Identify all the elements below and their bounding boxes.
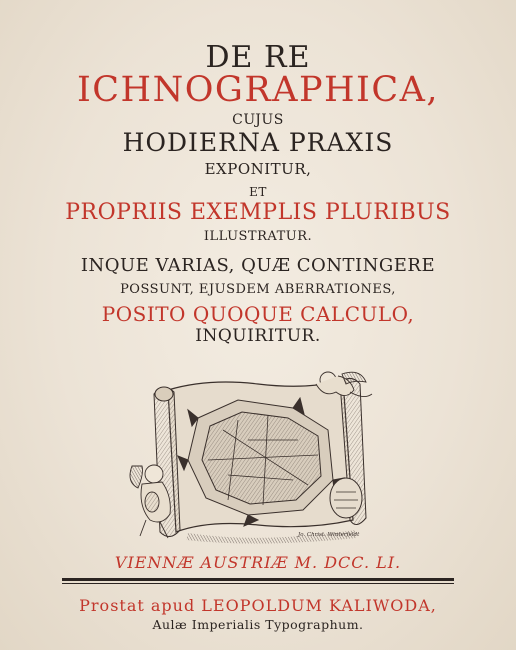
title-line-illustratur: ILLUSTRATUR. [203, 229, 313, 244]
title-line-ichnographica: ICHNOGRAPHICA, [76, 70, 440, 110]
title-line-possunt: POSSUNT, EJUSDEM ABERRATIONES, [120, 282, 396, 297]
title-line-inque-varias: INQUE VARIAS, QUÆ CONTINGERE [80, 255, 436, 276]
title-line-de-re: DE RE [205, 40, 311, 75]
title-line-propriis-exemplis: PROPRIIS EXEMPLIS PLURIBUS [65, 200, 451, 225]
double-rule-top [62, 578, 454, 581]
map-scroll-with-cherubs-engraving-icon [128, 370, 388, 545]
imprint-place-date: VIENNÆ AUSTRIÆ M. DCC. LI. [114, 553, 402, 572]
title-line-posito-quoque: POSITO QUOQUE CALCULO, [101, 302, 415, 326]
publisher-line: Prostat apud LEOPOLDUM KALIWODA, [79, 596, 437, 615]
double-rule-bottom [62, 583, 454, 584]
title-line-exponitur: EXPONITUR, [204, 160, 312, 178]
engraver-signature: Jo. Christ. Winterfeldt [298, 532, 360, 538]
title-line-inquiritur: INQUIRITUR. [195, 326, 321, 346]
publisher-role-line: Aulæ Imperialis Typographum. [152, 617, 364, 632]
title-line-hodierna-praxis: HODIERNA PRAXIS [122, 128, 394, 157]
title-line-cujus: CUJUS [232, 112, 284, 128]
title-line-et: ET [249, 185, 267, 199]
